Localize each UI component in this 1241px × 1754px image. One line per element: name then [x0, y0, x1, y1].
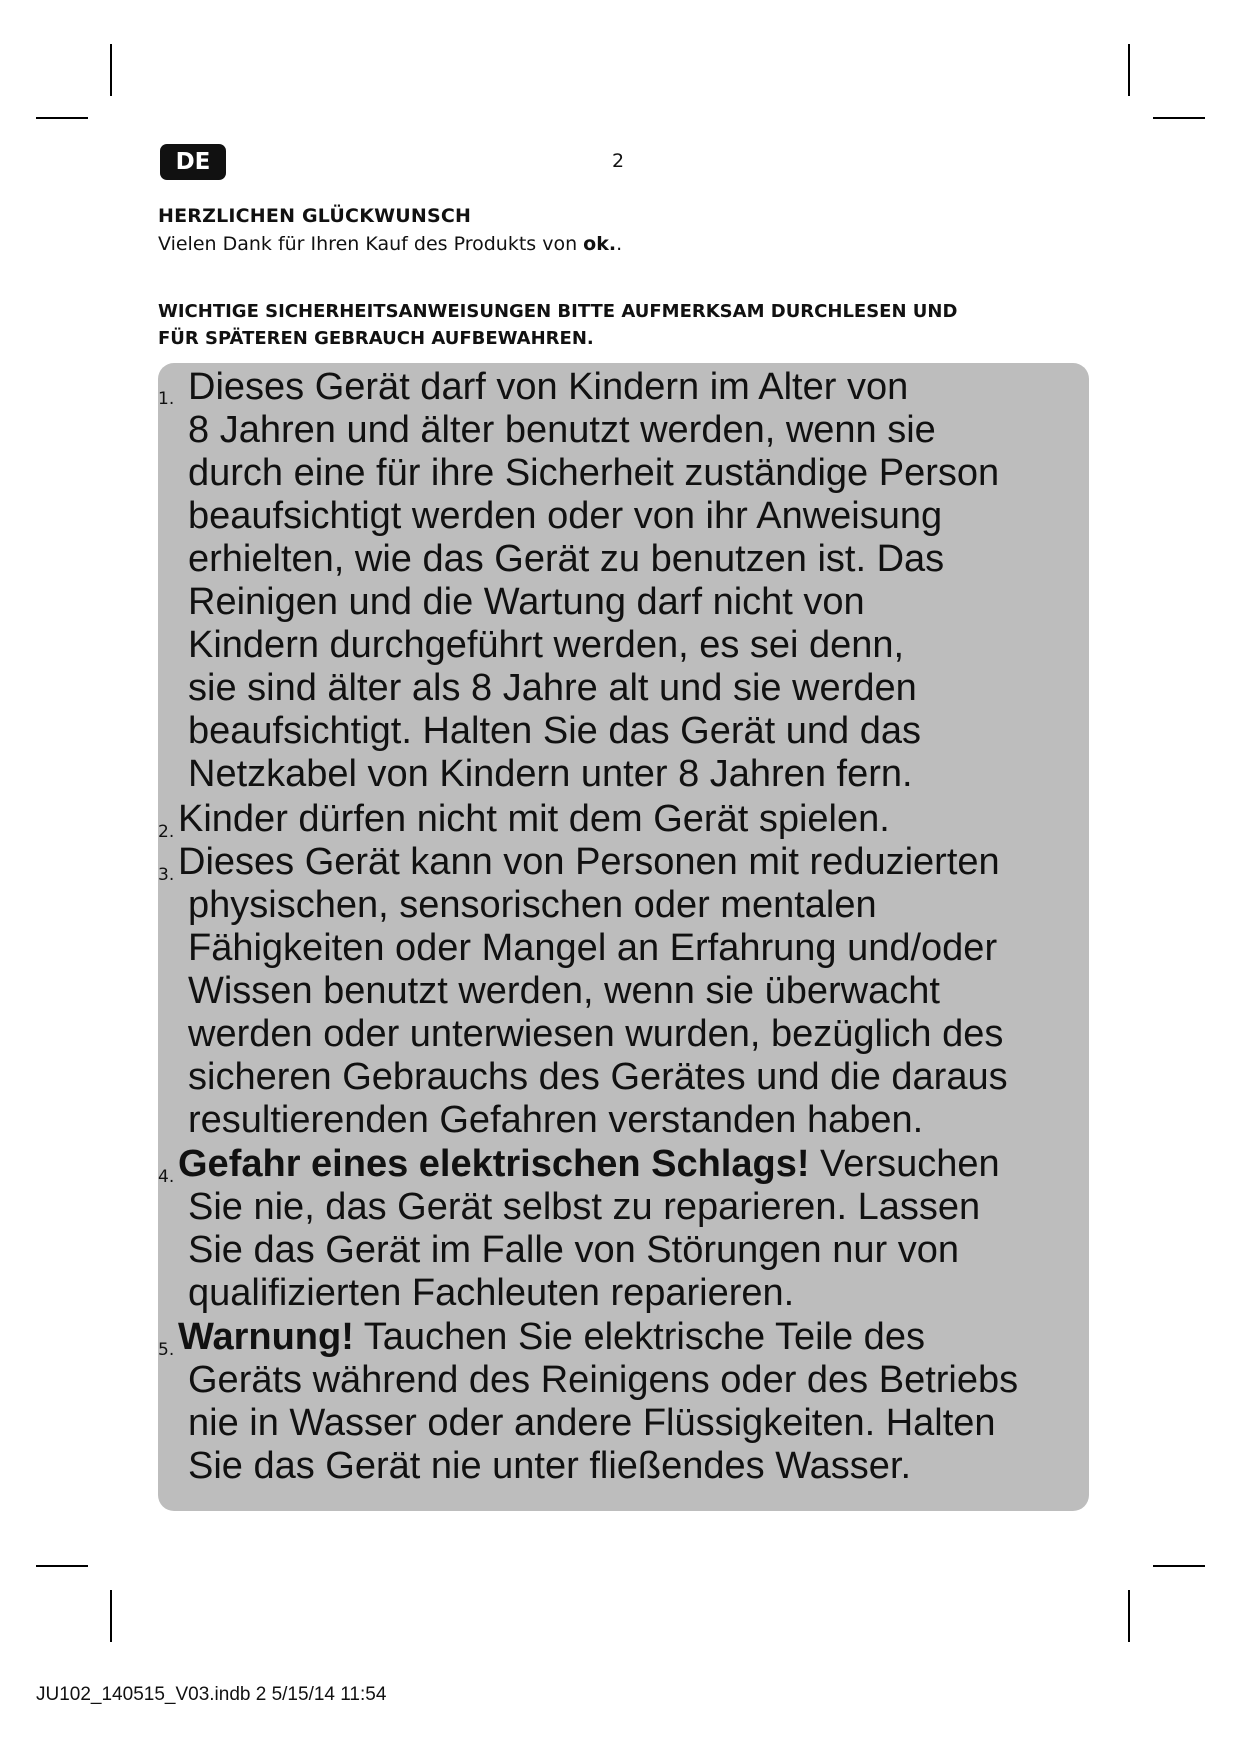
item-text-line: beaufsichtigt. Halten Sie das Gerät und das [188, 710, 922, 752]
item-lead-line [178, 1143, 1000, 1186]
item-number: 3. [158, 865, 175, 885]
language-badge: DE [160, 144, 226, 180]
page-number: 2 [612, 150, 625, 172]
item-text-line: beaufsichtigt werden oder von ihr Anweisung [188, 495, 943, 537]
thanks-text: Vielen Dank für Ihren Kauf des Produkts von [158, 233, 584, 255]
thanks-suffix: . [616, 233, 623, 255]
safety-heading [158, 298, 1078, 352]
item-text-line: Kindern durchgeführt werden, es sei denn, [188, 624, 905, 666]
item-text-line: 8 Jahren und älter benutzt werden, wenn sie [188, 409, 936, 451]
crop-mark [1153, 1565, 1205, 1567]
item-lead-line [178, 1316, 925, 1359]
crop-mark [1153, 117, 1205, 119]
safety-heading-line: FÜR SPÄTEREN GEBRAUCH AUFBEWAHREN. [158, 328, 594, 349]
item-text-line: Dieses Gerät kann von Personen mit reduzierten [178, 841, 1000, 883]
safety-instructions-box [158, 363, 1089, 1511]
item-text-line: sie sind älter als 8 Jahre alt und sie werden [188, 667, 917, 709]
item-text-line: werden oder unterwiesen wurden, bezüglich des [188, 1013, 1004, 1055]
item-text-line: nie in Wasser oder andere Flüssigkeiten. Halten [188, 1402, 996, 1444]
item-lead-text: Tauchen Sie elektrische Teile des [353, 1316, 925, 1358]
item-number: 4. [158, 1167, 175, 1187]
safety-heading-line: WICHTIGE SICHERHEITSANWEISUNGEN BITTE AUFMERKSAM DURCHLESEN UND [158, 301, 958, 322]
item-text-line: Dieses Gerät darf von Kindern im Alter von [188, 366, 909, 408]
item-text-line: durch eine für ihre Sicherheit zuständige Person [188, 452, 1000, 494]
item-number: 5. [158, 1340, 175, 1360]
item-text-line: Geräts während des Reinigens oder des Betriebs [188, 1359, 1019, 1401]
item-text-line: Kinder dürfen nicht mit dem Gerät spielen. [178, 798, 890, 840]
item-number: 2. [158, 822, 175, 842]
item-text-line: resultierenden Gefahren verstanden haben. [188, 1099, 924, 1141]
brand-name: ok. [583, 233, 617, 255]
item-text-line: sicheren Gebrauchs des Gerätes und die daraus [188, 1056, 1008, 1098]
item-text-line: Sie das Gerät im Falle von Störungen nur von [188, 1229, 959, 1271]
electric-shock-warning: Gefahr eines elektrischen Schlags! [178, 1143, 810, 1185]
item-text-line: Sie nie, das Gerät selbst zu reparieren. Lassen [188, 1186, 981, 1228]
thanks-line [158, 233, 622, 255]
item-lead-text: Versuchen [809, 1143, 1000, 1185]
item-text-line: Wissen benutzt werden, wenn sie überwacht [188, 970, 940, 1012]
item-text-line: qualifizierten Fachleuten reparieren. [188, 1272, 795, 1314]
crop-mark [36, 117, 88, 119]
item-text-line: Sie das Gerät nie unter fließendes Wasser. [188, 1445, 912, 1487]
crop-mark [1128, 44, 1130, 96]
crop-mark [1128, 1590, 1130, 1642]
item-text-line: Netzkabel von Kindern unter 8 Jahren fern. [188, 753, 913, 795]
item-number: 1. [158, 389, 175, 409]
print-slug: JU102_140515_V03.indb 2 5/15/14 11:54 [36, 1684, 387, 1705]
crop-mark [36, 1565, 88, 1567]
crop-mark [110, 1590, 112, 1642]
item-text-line: erhielten, wie das Gerät zu benutzen ist. Das [188, 538, 945, 580]
item-text-line: Reinigen und die Wartung darf nicht von [188, 581, 865, 623]
item-text-line: Fähigkeiten oder Mangel an Erfahrung und/oder [188, 927, 998, 969]
crop-mark [110, 44, 112, 96]
warning-label: Warnung! [178, 1316, 354, 1358]
greeting-title: HERZLICHEN GLÜCKWUNSCH [158, 205, 472, 227]
item-text-line: physischen, sensorischen oder mentalen [188, 884, 877, 926]
